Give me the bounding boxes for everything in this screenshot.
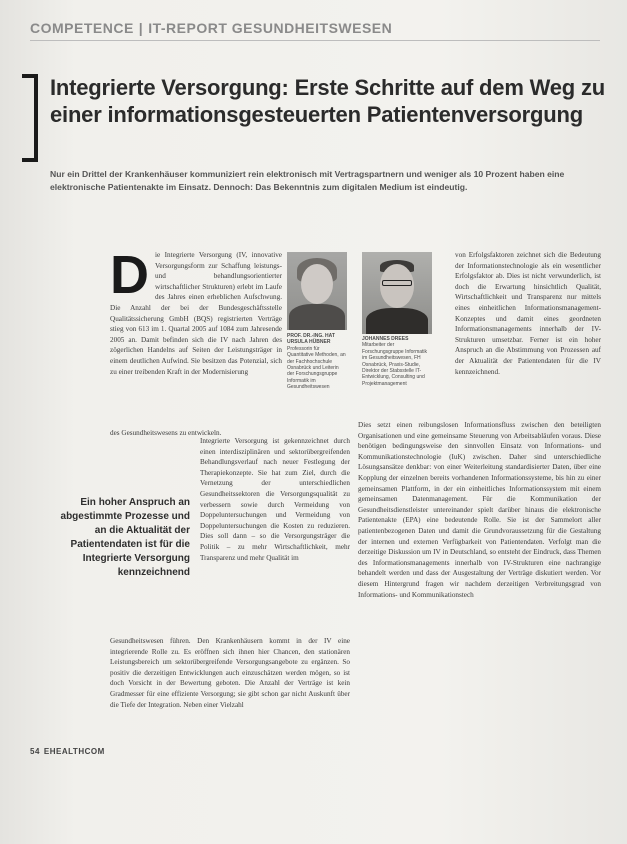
author-name-1: PROF. DR.-ING. HAT URSULA HÜBNER bbox=[287, 333, 335, 346]
author-photo-drees bbox=[362, 252, 432, 334]
page-number: 54 bbox=[30, 747, 40, 756]
body-column-1-continued: des Gesundheitswesens zu entwickeln. bbox=[110, 429, 222, 437]
section-label: COMPETENCE bbox=[30, 20, 134, 36]
header-divider bbox=[30, 40, 600, 41]
section-topic: IT-REPORT GESUNDHEITSWESEN bbox=[148, 20, 393, 36]
body-column-3: von Erfolgsfaktoren zeichnet sich die Bedeutung der Informationstechnologie als ein wesentlicher Erfolgsfaktor ab. Dies ist nicht verwunderlich, ist doch die Erwartung hinsichtlich Qualität, Wirtschaftlichkeit und Transparenz nur mittels eines einheitlichen Informationsmanagement-Konzeptes und damit eines geordneten Informationsmanagements innerhalb der IV-Strukturen umsetzbar. Ferner ist ein hoher Anspruch an die Abstimmung von Prozessen auf der Aktualität der Patientendaten für die IV kennzeichnend. bbox=[455, 251, 601, 376]
author-bio-1: Professorin für Quantitative Methoden, an der Fachhochschule Osnabrück und Leiterin der Forschungsgruppe Informatik im Gesundheitswesen bbox=[287, 345, 346, 391]
body-column-2: Integrierte Versorgung ist gekennzeichnet durch einen interdisziplinären und sektorübergreifenden Behandlungsverlauf nach neuer Festlegung der Therapiekonzepte. Sie hat zum Ziel, durch die Vernetzung der unterschiedlichen Gesundheitssektoren die Versorgungsqualität zu verbessern sowie durch Vermeidung von Doppeluntersuchungen und Vermeidung von Doppeluntersuchungen die Kosten zu reduzieren. Dies soll dann – so die Versorgungsträger die Politik – zu mehr Wirtschaftlichkeit, mehr Transparenz und mehr Qualität im bbox=[200, 437, 350, 562]
title-bracket-mark bbox=[22, 74, 38, 162]
author-bio-2: Mitarbeiter der Forschungsgruppe Informatik im Gesundheitswesen, FH Osnabrück, Praxis-Studie, Direktor der Stabsstelle IT-Entwicklung, Consulting und Projektmanagement bbox=[362, 342, 428, 387]
photo-face bbox=[380, 264, 414, 308]
pull-quote: Ein hoher Anspruch an abgestimmte Prozesse und an die Aktualität der Patientendaten ist für die Integrierte Versorgung kennzeichnend bbox=[60, 497, 190, 578]
body-column-2-continued: Gesundheitswesen führen. Den Krankenhäusern kommt in der IV eine integrierende Rolle zu. Es eröffnen sich ihnen hier Chancen, den stationären Leistungsbereich um sektorübergreifende Versorgungsangebote zu ergänzen. So positiv die derzeitigen Entwicklungen auch einzuschätzen werden mögen, so ist doch Vorsicht in der Bewertung geboten. Die Anzahl der Verträge ist kein Gradmesser für eine effiziente Versorgung; sie gibt schon gar nicht Auskunft über die Tiefe der Integration. Neben einer Vielzahl bbox=[110, 637, 350, 709]
photo-body bbox=[366, 308, 428, 334]
magazine-name: EHEALTHCOM bbox=[43, 747, 105, 756]
author-caption-2 bbox=[362, 336, 432, 387]
section-header bbox=[30, 20, 590, 36]
author-name-2: JOHANNES DREES bbox=[362, 336, 409, 342]
page-footer bbox=[30, 747, 105, 756]
body-column-1 bbox=[110, 250, 282, 428]
photo-body bbox=[289, 304, 345, 330]
body-paragraph-1: ie Integrierte Versorgung (IV, innovative Versorgungsform zur Schaffung leistungs- und behandlungsorientierter wirtschaftlicher Strukturen) erlebt im Laufe des Jahres einen erheblichen Aufschwung. Die Anzahl der bei der Bundesgeschäftsstelle Qualitätssicherung GmbH (BQS) registrierten Verträge stieg von 613 im 1. Quartal 2005 auf 1084 zum Jahresende 2005 an. Damit befinden sich die IV nach Jahren des zögerlichen Handelns auf Seiten der Leistungsträger in einem deutlichen Aufwind. Sie besitzen das Potenzial, sich zu einer treibenden Kraft in der Modernisierung bbox=[110, 251, 282, 376]
photo-face bbox=[301, 264, 333, 304]
photo-glasses bbox=[382, 280, 412, 286]
author-caption-1 bbox=[287, 333, 347, 391]
drop-cap: D bbox=[110, 250, 149, 305]
article-lead: Nur ein Drittel der Krankenhäuser kommuniziert rein elektronisch mit Vertragspartnern und weniger als 10 Prozent haben eine elektronische Patientenakte im Einsatz. Dennoch: Das Bekenntnis zum digitalen Medium ist eindeutig. bbox=[50, 169, 565, 192]
body-column-3-continued: Dies setzt einen reibungslosen Informationsfluss zwischen den beteiligten Organisationen und eine gemeinsame Steuerung von Arbeitsabläufen voraus. Diese benötigen bedingungsweise den sinnvollen Einsatz von Informations- und Kommunikationstechnologie (IuK) zwischen. Daher sind unterschiedliche Lösungsansätze denkbar: von einer Weiterleitung standardisierter Daten, über eine Kopplung der einzelnen bereits vorhandenen Informationssysteme, bis hin zu einer gemeinsamen Plattform, in der ein einheitliches Informationssystem mit einem gemeinsamen Datenmanagement. Für die Kommunikation der Gesundheitsdienstleister untereinander spielt darüber hinaus die elektronische Patientenakte (EPA) eine bedeutende Rolle. Sie ist der Sammelort aller patientenbezogenen Daten und damit die Grundvoraussetzung für die Gestaltung der internen und externen Verfügbarkeit von Patientendaten. Verfolgt man die derzeitige Diskussion um IV in Deutschland, so entsteht der Eindruck, dass Themen des Informationsmanagements innerhalb von IV-Strukturen eine nachrangige behandelt werden und dass der Ausgestaltung der Verträge diskutiert werden. Vor diesem Hintergrund fragen wir nachdem derzeitigen Verbreitungsgrad von Informations- und Kommunikationstech bbox=[358, 421, 601, 599]
author-photo-huebner bbox=[287, 252, 347, 330]
article-title: Integrierte Versorgung: Erste Schritte auf dem Weg zu einer informationsgesteuerten Patientenversorgung bbox=[50, 75, 605, 127]
section-separator: | bbox=[138, 20, 144, 36]
